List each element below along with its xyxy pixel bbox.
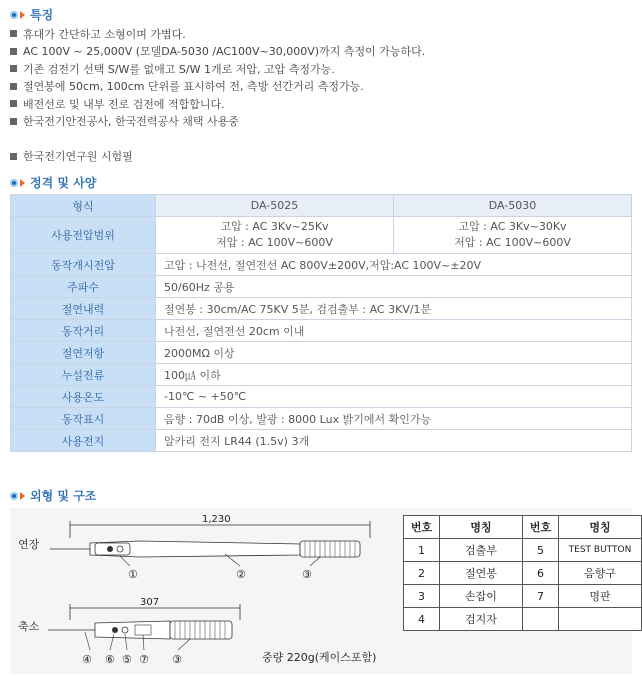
feature-item: 한국전기안전공사, 한국전력공사 채택 사용중 (10, 113, 630, 131)
spec-value: 100㎂ 이하 (156, 364, 632, 386)
marker-4: ④ (82, 653, 92, 666)
bullet-icon (10, 492, 18, 500)
voltage-range-5025: 고압 : AC 3Kv~25Kv 저압 : AC 100V~600V (156, 217, 394, 254)
structure-title: 외형 및 구조 (10, 487, 96, 504)
square-bullet-icon (10, 100, 17, 107)
certification-note: 한국전기연구원 시험필 (10, 148, 133, 164)
part-name: 명판 (559, 585, 642, 608)
spec-label: 사용전지 (11, 430, 156, 452)
spec-value: 50/60Hz 공용 (156, 276, 632, 298)
spec-row (11, 320, 632, 342)
square-bullet-icon (10, 83, 17, 90)
parts-header-cell: 명칭 (440, 516, 523, 539)
feature-item: 배전선로 및 내부 전로 검전에 적합합니다. (10, 95, 630, 113)
part-number: 2 (404, 562, 440, 585)
part-number: 7 (523, 585, 559, 608)
marker-7: ⑦ (139, 653, 149, 666)
spec-row (11, 276, 632, 298)
marker-6: ⑥ (105, 653, 115, 666)
spec-row (11, 364, 632, 386)
spec-title: 정격 및 사양 (10, 174, 96, 191)
parts-row (404, 585, 642, 608)
spec-label: 형식 (11, 195, 156, 217)
arrow-icon (20, 179, 25, 187)
spec-row (11, 342, 632, 364)
parts-row (404, 608, 642, 631)
spec-value: -10℃ ~ +50℃ (156, 386, 632, 408)
spec-header-row (11, 195, 632, 217)
part-name: 검지자 (440, 608, 523, 631)
spec-label: 동작개시전압 (11, 254, 156, 276)
spec-row-voltage-range (11, 217, 632, 254)
extended-length: 1,230 (202, 514, 231, 525)
part-name (559, 608, 642, 631)
parts-header-cell: 번호 (523, 516, 559, 539)
extended-label: 연장 (18, 538, 40, 551)
sound-port-icon (112, 627, 118, 633)
spec-value: 나전선, 절연전선 20cm 이내 (156, 320, 632, 342)
spec-table (10, 194, 632, 452)
collapsed-length: 307 (140, 597, 160, 608)
spec-row (11, 298, 632, 320)
part-name: TEST BUTTON (559, 539, 642, 562)
spec-row (11, 386, 632, 408)
part-name: 검출부 (440, 539, 523, 562)
spec-label: 사용온도 (11, 386, 156, 408)
weight-note: 중량 220g(케이스포함) (262, 651, 377, 664)
marker-5: ⑤ (122, 653, 132, 666)
spec-value: 고압 : 나전선, 절연전선 AC 800V±200V,저압:AC 100V~±20V (156, 254, 632, 276)
parts-header-row (404, 516, 642, 539)
marker-3: ③ (172, 653, 182, 666)
square-bullet-icon (10, 153, 17, 160)
model-5030: DA-5030 (394, 195, 632, 217)
part-name: 절연봉 (440, 562, 523, 585)
features-title: 특징 (10, 6, 53, 23)
marker-1: ① (128, 568, 138, 581)
leader-line (120, 556, 130, 566)
part-name: 손잡이 (440, 585, 523, 608)
square-bullet-icon (10, 48, 17, 55)
spec-label: 누설전류 (11, 364, 156, 386)
parts-table (403, 515, 642, 631)
parts-header-cell: 번호 (404, 516, 440, 539)
feature-item: AC 100V ~ 25,000V (모델DA-5030 /AC100V~30,000V)까지 측정이 가능하다. (10, 43, 630, 61)
spec-value: 절연봉 : 30cm/AC 75KV 5분, 검검출부 : AC 3KV/1분 (156, 298, 632, 320)
spec-row (11, 408, 632, 430)
spec-value: 음향 : 70dB 이상, 발광 : 8000 Lux 밝기에서 확인가능 (156, 408, 632, 430)
part-number (523, 608, 559, 631)
spec-row (11, 430, 632, 452)
spec-label: 동작표시 (11, 408, 156, 430)
part-number: 4 (404, 608, 440, 631)
feature-list (10, 25, 630, 130)
spec-label: 사용전압범위 (11, 217, 156, 254)
square-bullet-icon (10, 118, 17, 125)
nameplate (135, 625, 151, 635)
collapsed-body (95, 621, 170, 639)
feature-item: 절연봉에 50cm, 100cm 단위를 표시하여 전, 측방 선간거리 측정가능. (10, 78, 630, 96)
leader-line (85, 632, 90, 650)
spec-label: 절연저항 (11, 342, 156, 364)
parts-header-cell: 명칭 (559, 516, 642, 539)
square-bullet-icon (10, 30, 17, 37)
sound-port-icon (107, 546, 113, 552)
collapsed-label: 축소 (18, 620, 40, 633)
marker-3: ③ (302, 568, 312, 581)
arrow-icon (20, 11, 25, 19)
spec-label: 동작거리 (11, 320, 156, 342)
spec-row (11, 254, 632, 276)
spec-value: 알카리 전지 LR44 (1.5v) 3개 (156, 430, 632, 452)
part-number: 3 (404, 585, 440, 608)
handle (170, 621, 232, 639)
part-number: 6 (523, 562, 559, 585)
part-name: 음향구 (559, 562, 642, 585)
leader-line (310, 557, 320, 566)
arrow-icon (20, 492, 25, 500)
part-number: 5 (523, 539, 559, 562)
feature-item: 휴대가 간단하고 소형이며 가볍다. (10, 25, 630, 43)
feature-item: 기존 검전기 선택 S/W를 없애고 S/W 1개로 저압, 고압 측정가능. (10, 60, 630, 78)
parts-row (404, 539, 642, 562)
bullet-icon (10, 11, 18, 19)
spec-label: 절연내력 (11, 298, 156, 320)
leader-line (178, 639, 190, 650)
bullet-icon (10, 179, 18, 187)
spec-value: 2000MΩ 이상 (156, 342, 632, 364)
part-number: 1 (404, 539, 440, 562)
spec-label: 주파수 (11, 276, 156, 298)
parts-row (404, 562, 642, 585)
model-5025: DA-5025 (156, 195, 394, 217)
square-bullet-icon (10, 65, 17, 72)
marker-2: ② (236, 568, 246, 581)
voltage-range-5030: 고압 : AC 3Kv~30Kv 저압 : AC 100V~600V (394, 217, 632, 254)
